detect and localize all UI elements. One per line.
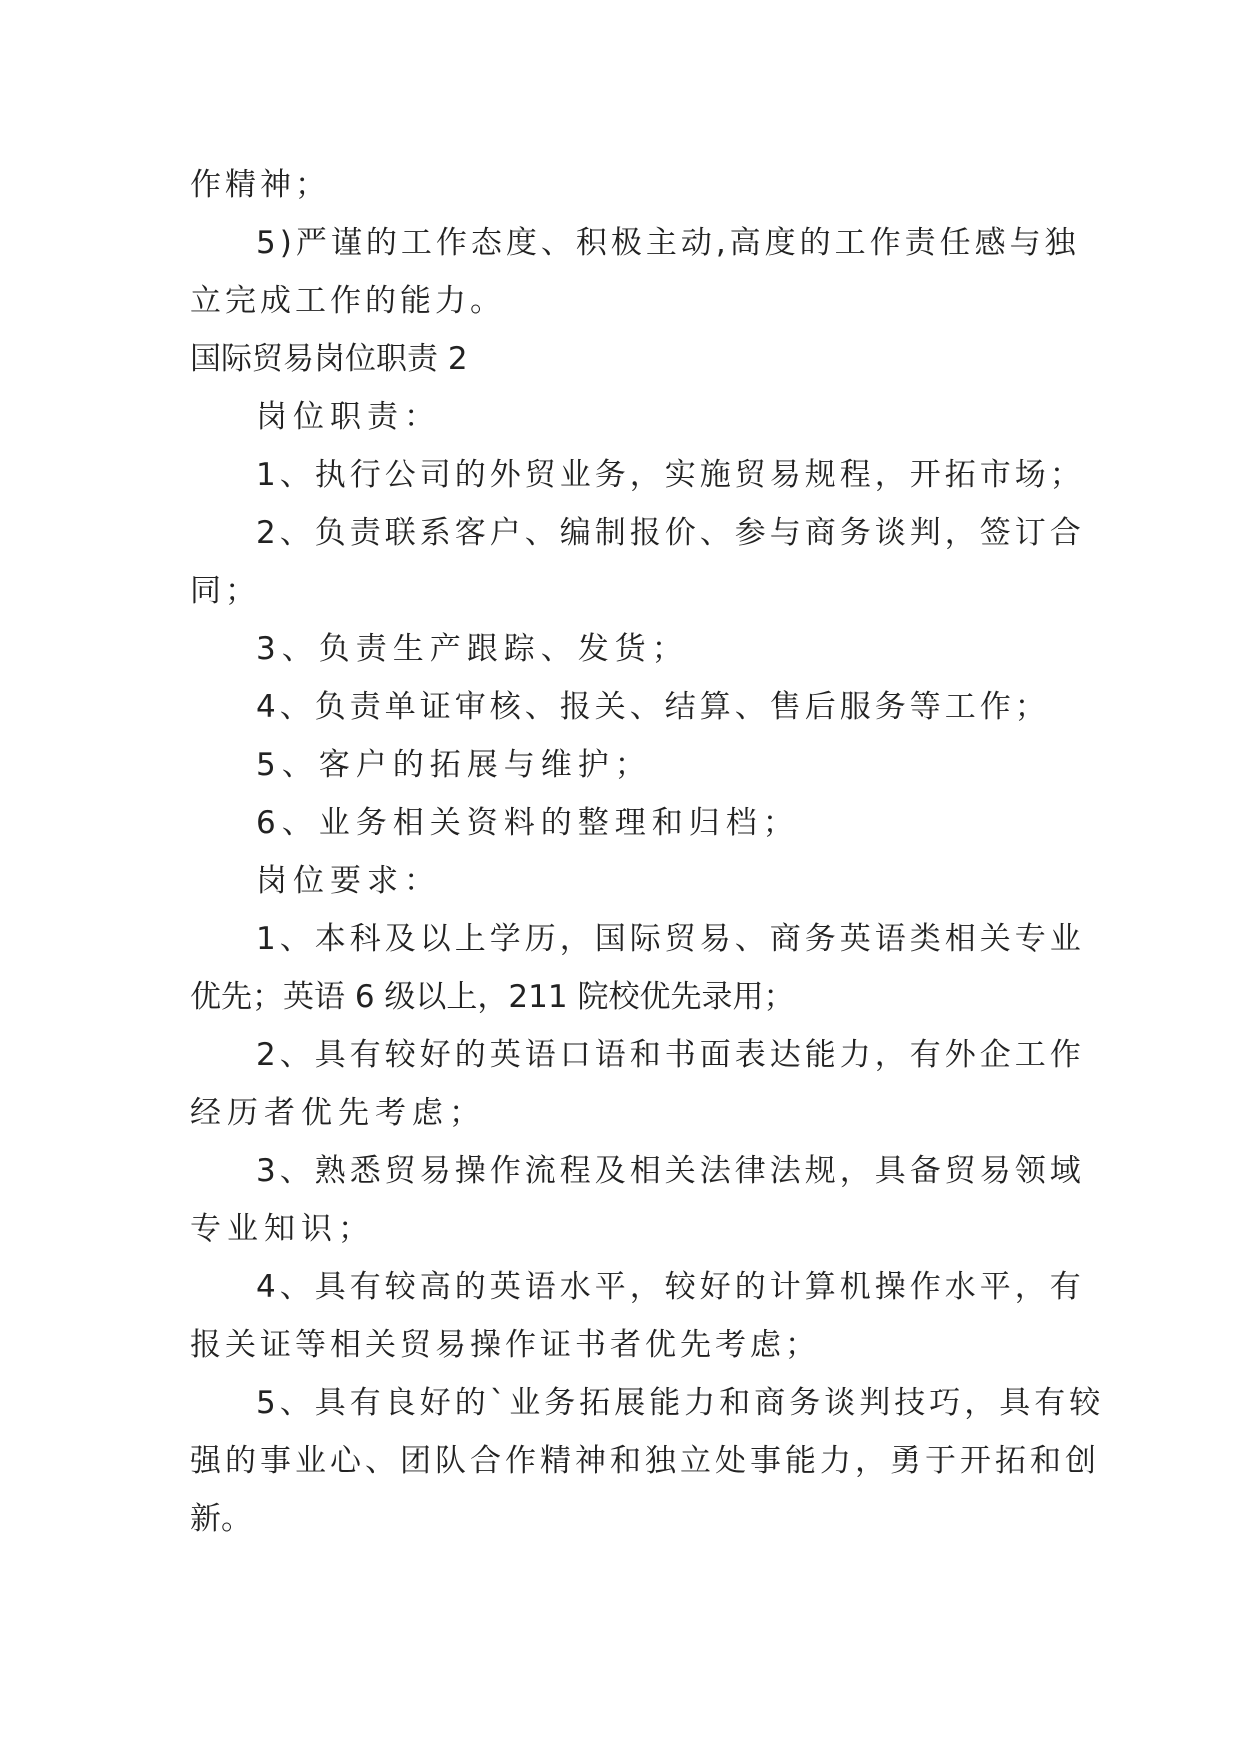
subheading: 岗位要求： [256,863,441,899]
list-item: 1、执行公司的外贸业务，实施贸易规程，开拓市场； [256,457,1085,493]
list-item: 3、负责生产跟踪、发货； [256,631,689,667]
section-heading: 国际贸易岗位职责 2 [190,341,468,377]
text-line: 5)严谨的工作态度、积极主动,高度的工作责任感与独 [256,225,1080,261]
list-item: 4、负责单证审核、报关、结算、售后服务等工作； [256,689,1050,725]
text-line: 专业知识； [190,1211,375,1247]
text-line: 报关证等相关贸易操作证书者优先考虑； [190,1327,820,1363]
list-item: 4、具有较高的英语水平，较好的计算机操作水平，有 [256,1269,1085,1305]
list-item: 5、客户的拓展与维护； [256,747,652,783]
text-line: 同； [190,573,260,609]
list-item: 5、具有良好的`业务拓展能力和商务谈判技巧，具有较 [256,1385,1105,1421]
list-item: 2、具有较好的英语口语和书面表达能力，有外企工作 [256,1037,1085,1073]
list-item: 6、业务相关资料的整理和归档； [256,805,800,841]
subheading: 岗位职责： [256,399,441,435]
text-line: 经历者优先考虑； [190,1095,486,1131]
list-item: 2、负责联系客户、编制报价、参与商务谈判，签订合 [256,515,1085,551]
list-item: 1、本科及以上学历，国际贸易、商务英语类相关专业 [256,921,1085,957]
text-line: 作精神； [190,167,330,203]
text-line: 立完成工作的能力。 [190,283,505,319]
text-line: 新。 [190,1501,252,1537]
text-line: 优先；英语 6 级以上，211 院校优先录用； [190,979,795,1015]
list-item: 3、熟悉贸易操作流程及相关法律法规，具备贸易领域 [256,1153,1085,1189]
text-line: 强的事业心、团队合作精神和独立处事能力，勇于开拓和创 [190,1443,1100,1479]
